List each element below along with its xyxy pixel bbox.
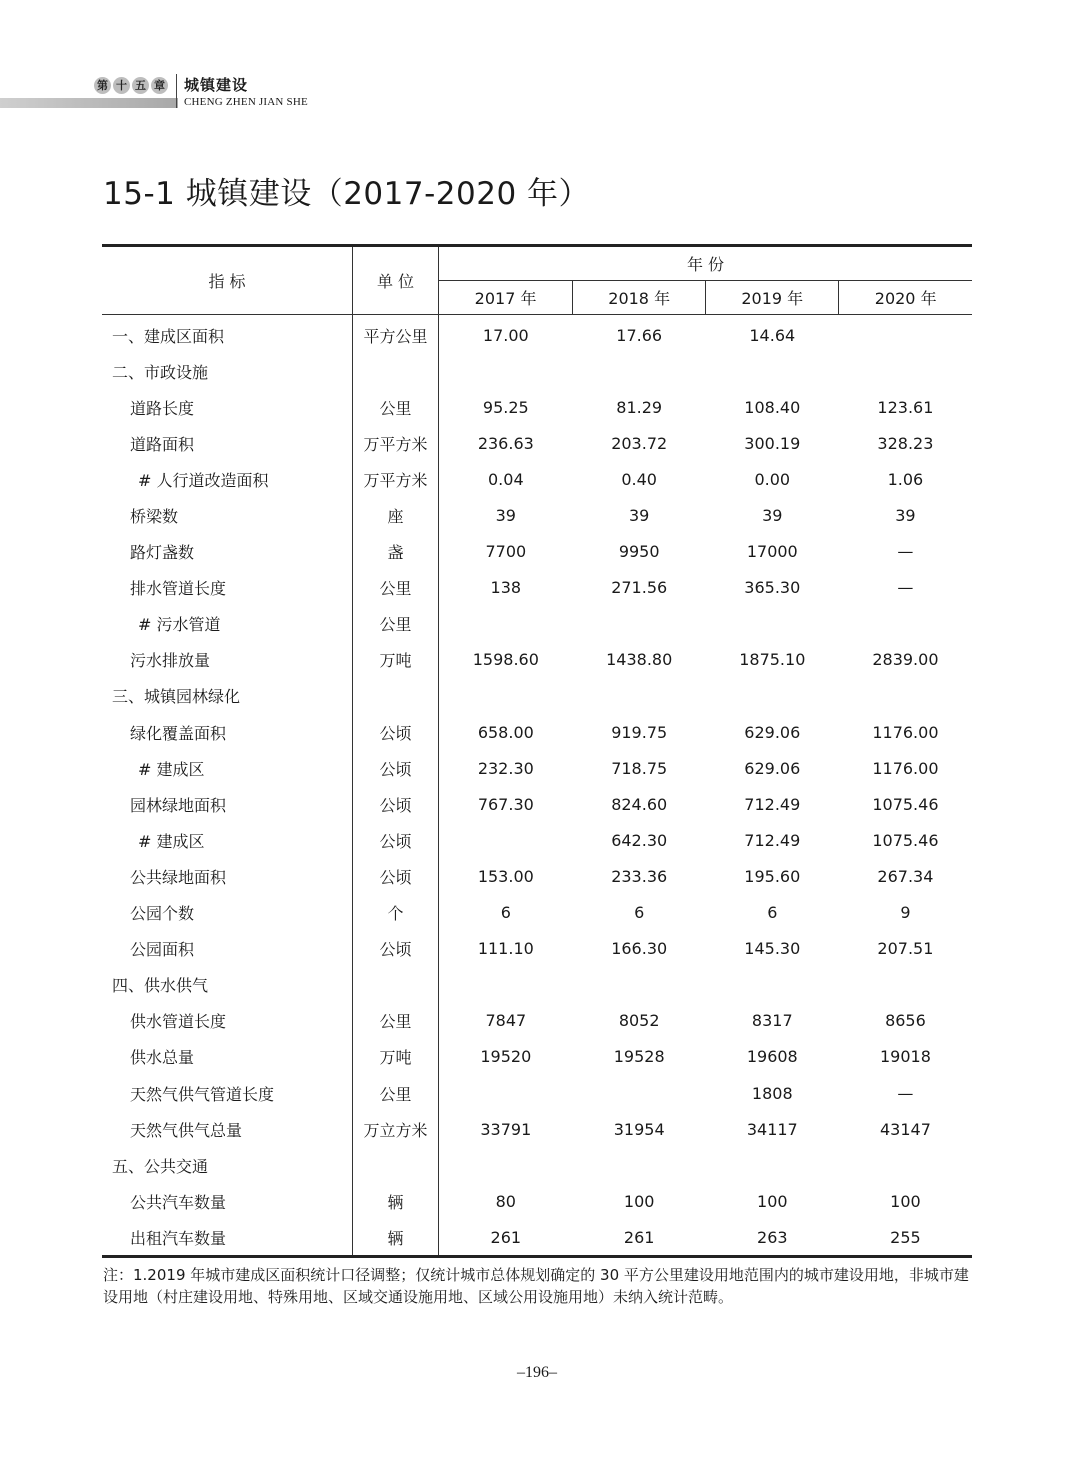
row-unit: 公顷 (353, 822, 439, 858)
row-value: — (897, 578, 914, 598)
row-indicator: 公园个数 (102, 895, 353, 931)
row-value: 8052 (618, 1011, 660, 1031)
row-indicator: 公共汽车数量 (102, 1183, 353, 1219)
row-value: 7700 (485, 542, 527, 562)
row-unit: 公顷 (353, 786, 439, 822)
row-value: 9950 (618, 542, 660, 562)
row-value: 39 (895, 506, 916, 526)
row-indicator: 供水管道长度 (102, 1003, 353, 1039)
table-row (102, 822, 972, 858)
row-unit: 平方公里 (353, 315, 439, 354)
row-unit: 座 (353, 497, 439, 533)
page-number: –196– (517, 1364, 557, 1381)
row-value (839, 606, 972, 642)
table-row (102, 858, 972, 894)
row-value (439, 353, 573, 389)
table-row (102, 570, 972, 606)
row-unit: 万平方米 (353, 425, 439, 461)
chapter-badges (94, 77, 168, 94)
row-indicator: 天然气供气管道长度 (102, 1075, 353, 1111)
row-value: 31954 (613, 1119, 665, 1139)
table-row (102, 1183, 972, 1219)
table-row (102, 425, 972, 461)
row-unit (353, 678, 439, 714)
row-value: 153.00 (477, 866, 534, 886)
row-unit (353, 967, 439, 1003)
table-row (102, 461, 972, 497)
row-indicator: 天然气供气总量 (102, 1111, 353, 1147)
row-unit: 公顷 (353, 858, 439, 894)
row-indicator: 绿化覆盖面积 (102, 714, 353, 750)
header-year-group: 年 份 (439, 246, 973, 281)
row-value: 39 (762, 506, 783, 526)
row-value: 203.72 (611, 433, 668, 453)
row-value: 108.40 (744, 397, 801, 417)
row-unit: 辆 (353, 1183, 439, 1219)
row-value (573, 1075, 706, 1111)
row-value: 767.30 (477, 794, 534, 814)
row-value (706, 1147, 839, 1183)
table-row (102, 750, 972, 786)
row-indicator: 四、供水供气 (102, 967, 353, 1003)
row-value: 145.30 (744, 939, 801, 959)
table-row (102, 786, 972, 822)
row-unit: 公里 (353, 1003, 439, 1039)
row-value: 81.29 (616, 397, 663, 417)
row-unit: 万吨 (353, 642, 439, 678)
row-value: 1598.60 (472, 650, 539, 670)
row-indicator: 桥梁数 (102, 497, 353, 533)
row-unit: 公顷 (353, 714, 439, 750)
row-value: 718.75 (611, 758, 668, 778)
row-value (439, 1147, 573, 1183)
row-value: 95.25 (482, 397, 529, 417)
row-value: 8656 (885, 1011, 926, 1031)
row-value: 19520 (480, 1047, 532, 1067)
row-value: 17.00 (482, 325, 529, 345)
row-value: 1438.80 (606, 650, 673, 670)
row-value (573, 606, 706, 642)
row-value: 1075.46 (872, 830, 939, 850)
table-row (102, 642, 972, 678)
row-value: 629.06 (744, 758, 801, 778)
chapter-char: 第 (94, 77, 111, 94)
row-indicator: 道路长度 (102, 389, 353, 425)
row-value: 1176.00 (872, 722, 939, 742)
row-value: 629.06 (744, 722, 801, 742)
row-indicator: 公共绿地面积 (102, 858, 353, 894)
row-value: 19528 (613, 1047, 665, 1067)
row-unit: 公顷 (353, 931, 439, 967)
table-row (102, 389, 972, 425)
row-value: 2839.00 (872, 650, 939, 670)
table-row (102, 606, 972, 642)
row-value: 642.30 (611, 830, 668, 850)
row-value: 919.75 (611, 722, 668, 742)
row-unit: 万吨 (353, 1039, 439, 1075)
table-body (102, 315, 972, 1257)
table-row (102, 895, 972, 931)
row-value: 14.64 (749, 325, 796, 345)
row-value: 123.61 (877, 397, 934, 417)
row-value: 100 (757, 1191, 788, 1211)
row-indicator: # 建成区 (102, 750, 353, 786)
row-unit: 辆 (353, 1219, 439, 1257)
table-row (102, 967, 972, 1003)
row-indicator: # 污水管道 (102, 606, 353, 642)
row-value: 271.56 (611, 578, 668, 598)
row-value: 0.04 (488, 469, 524, 489)
row-value: 1.06 (887, 469, 924, 489)
row-value (439, 822, 573, 858)
row-value (573, 353, 706, 389)
row-value: 6 (634, 903, 645, 923)
row-value (573, 1147, 706, 1183)
header-divider (176, 74, 177, 108)
row-value: 824.60 (611, 794, 668, 814)
table-row (102, 534, 972, 570)
table-row (102, 714, 972, 750)
table-row (102, 1075, 972, 1111)
table-row (102, 497, 972, 533)
row-value: 300.19 (744, 433, 801, 453)
row-value (439, 606, 573, 642)
table-row (102, 315, 972, 354)
section-subtitle: CHENG ZHEN JIAN SHE (184, 96, 308, 108)
row-indicator: 二、市政设施 (102, 353, 353, 389)
chapter-char: 章 (151, 77, 168, 94)
row-unit: 盏 (353, 534, 439, 570)
table-row (102, 353, 972, 389)
row-value: — (897, 542, 914, 562)
row-value: 19608 (746, 1047, 798, 1067)
row-value: 236.63 (477, 433, 534, 453)
row-value: 712.49 (744, 830, 801, 850)
table-row (102, 1039, 972, 1075)
row-value: 9 (900, 903, 911, 923)
row-unit: 个 (353, 895, 439, 931)
row-value: 33791 (480, 1119, 532, 1139)
row-unit: 公里 (353, 606, 439, 642)
row-unit (353, 353, 439, 389)
row-value (839, 353, 972, 389)
row-value: 34117 (746, 1119, 798, 1139)
row-value: 712.49 (744, 794, 801, 814)
row-value: 39 (629, 506, 650, 526)
row-value (573, 967, 706, 1003)
row-value: 138 (490, 578, 522, 598)
row-value (573, 678, 706, 714)
row-unit: 万立方米 (353, 1111, 439, 1147)
row-value: 1808 (751, 1083, 793, 1103)
row-value (839, 967, 972, 1003)
row-unit: 公里 (353, 570, 439, 606)
row-value (706, 678, 839, 714)
chapter-char: 十 (113, 77, 130, 94)
row-value: 261 (623, 1227, 655, 1247)
row-value: 195.60 (744, 866, 801, 886)
row-value: 261 (490, 1227, 522, 1247)
row-value: 267.34 (877, 866, 934, 886)
row-indicator: 一、建成区面积 (102, 315, 353, 354)
row-indicator: # 人行道改造面积 (102, 461, 353, 497)
row-value: 39 (495, 506, 516, 526)
row-indicator: 出租汽车数量 (102, 1219, 353, 1257)
row-indicator: 园林绿地面积 (102, 786, 353, 822)
row-value: 166.30 (611, 939, 668, 959)
table-row (102, 1147, 972, 1183)
row-value: 100 (623, 1191, 655, 1211)
section-title: 城镇建设 (184, 76, 249, 94)
row-value: 0.00 (754, 469, 791, 489)
table-row (102, 678, 972, 714)
row-indicator: 公园面积 (102, 931, 353, 967)
row-unit: 公顷 (353, 750, 439, 786)
row-value: 255 (890, 1227, 921, 1247)
header-indicator: 指 标 (102, 246, 353, 315)
row-value: 365.30 (744, 578, 801, 598)
row-indicator: # 建成区 (102, 822, 353, 858)
row-value (706, 606, 839, 642)
row-value: 263 (757, 1227, 788, 1247)
row-indicator: 五、公共交通 (102, 1147, 353, 1183)
row-value (839, 678, 972, 714)
row-value: 1176.00 (872, 758, 939, 778)
row-value: 100 (890, 1191, 921, 1211)
header-unit: 单 位 (353, 246, 439, 315)
row-value: 233.36 (611, 866, 668, 886)
row-value: 0.40 (621, 469, 657, 489)
row-value: 19018 (879, 1047, 931, 1067)
row-value: 80 (495, 1191, 516, 1211)
chapter-char: 五 (132, 77, 149, 94)
row-indicator: 路灯盏数 (102, 534, 353, 570)
row-value: 43147 (879, 1119, 931, 1139)
row-value (439, 967, 573, 1003)
header-year: 2019 年 (706, 281, 839, 315)
row-value: 232.30 (477, 758, 534, 778)
page-title: 15-1 城镇建设（2017-2020 年） (103, 176, 591, 212)
row-value: 111.10 (477, 939, 534, 959)
row-unit (353, 1147, 439, 1183)
row-value: 8317 (751, 1011, 793, 1031)
table-row (102, 1111, 972, 1147)
running-header (0, 72, 330, 112)
row-unit: 万平方米 (353, 461, 439, 497)
row-value (439, 678, 573, 714)
header-band (0, 98, 178, 108)
row-value (706, 353, 839, 389)
header-year: 2020 年 (839, 281, 972, 315)
header-year: 2018 年 (573, 281, 706, 315)
row-value (706, 967, 839, 1003)
row-indicator: 三、城镇园林绿化 (102, 678, 353, 714)
row-value: 328.23 (877, 433, 934, 453)
row-unit: 公里 (353, 389, 439, 425)
table-row (102, 1003, 972, 1039)
row-value: 17.66 (616, 325, 663, 345)
row-value: 17000 (746, 542, 798, 562)
footnote: 注：1.2019 年城市建成区面积统计口径调整；仅统计城市总体规划确定的 30 平方公里建设用地范围内的城市建设用地，非城市建设用地（村庄建设用地、特殊用地、区域交通设施用地、区域公用设施用地）未纳入统计范畴。 (103, 1266, 969, 1306)
row-unit: 公里 (353, 1075, 439, 1111)
row-value: 1875.10 (739, 650, 806, 670)
header-year: 2017 年 (439, 281, 573, 315)
row-value: 1075.46 (872, 794, 939, 814)
row-indicator: 排水管道长度 (102, 570, 353, 606)
row-indicator: 供水总量 (102, 1039, 353, 1075)
statistics-table (102, 244, 972, 1258)
row-indicator: 污水排放量 (102, 642, 353, 678)
row-value (839, 315, 972, 354)
table-row (102, 931, 972, 967)
row-value (839, 1147, 972, 1183)
row-value: 658.00 (477, 722, 534, 742)
row-value: 6 (767, 903, 778, 923)
row-value (439, 1075, 573, 1111)
row-value: 7847 (485, 1011, 527, 1031)
row-value: 207.51 (877, 939, 934, 959)
row-indicator: 道路面积 (102, 425, 353, 461)
row-value: 6 (500, 903, 511, 923)
row-value: — (897, 1083, 914, 1103)
table-row (102, 1219, 972, 1257)
